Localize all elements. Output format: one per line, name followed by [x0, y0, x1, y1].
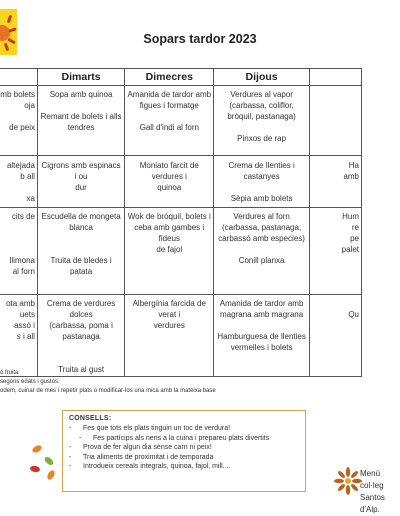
menu-row	[0, 86, 362, 156]
footnote: segons edats i gustos.	[0, 379, 60, 385]
tip-text: Introdueix cereals integrals, quinoa, fajol, mill....	[83, 463, 231, 471]
menu-dish-line	[0, 233, 37, 244]
menu-dish-line: re	[351, 223, 359, 232]
day-header-dijous: Dijous	[214, 69, 309, 86]
day-header-dimarts: Dimarts	[37, 69, 124, 86]
menu-dish-line: Qu	[348, 310, 359, 319]
menu-dish-line	[0, 182, 37, 193]
menu-cell-dilluns	[0, 156, 37, 208]
menu-dish-line: pe	[350, 234, 359, 243]
menu-dish-line: Crema de verdures dolces	[46, 299, 116, 319]
menu-dish-line: Escudella de mongeta	[41, 212, 121, 221]
menu-dish-line: tendres	[67, 123, 95, 132]
menu-row	[0, 156, 362, 208]
menu-dish-line: Truita al gust	[58, 365, 105, 374]
menu-dish-line	[214, 122, 308, 133]
menu-dish-line	[0, 222, 37, 233]
menu-dish-line: Pinxos de rap	[237, 134, 287, 143]
menu-dish-line: Albergínia farcida de verat i	[132, 299, 206, 319]
menu-dish-line: Amanida de tardor amb	[127, 90, 212, 99]
menu-dish-line: Cigrons amb espinacs i ou	[41, 161, 121, 181]
menu-dish-line: (carbassa, pastanaga,	[222, 223, 302, 232]
tips-heading: CONSELLS:	[69, 415, 112, 422]
day-header-dimecres: Dimecres	[125, 69, 214, 86]
menu-dish-line: verdures	[153, 321, 185, 330]
menu-dish-line: vermelles i bolets	[230, 343, 293, 352]
menu-dish-line: dur	[75, 183, 87, 192]
menu-dish-line: assó i	[14, 321, 35, 330]
menu-dish-line	[214, 182, 308, 193]
menu-dish-line: Hum	[342, 212, 359, 221]
menu-dish-line: de fajol	[156, 245, 183, 254]
menu-dish-line	[310, 298, 361, 309]
menu-dish-line	[0, 111, 37, 122]
menu-cell-dilluns	[0, 295, 37, 377]
tip-item	[69, 453, 269, 463]
menu-cell-dijous	[214, 208, 309, 295]
menu-dish-line: palet	[341, 245, 359, 254]
tips-list	[69, 424, 269, 472]
menu-dish-line: Sopa amb quinoa	[49, 90, 113, 99]
menu-dish-line: al forn	[12, 267, 35, 276]
tips-box	[62, 410, 306, 492]
menu-dish-line: Wok de bròquil, bolets i	[127, 212, 211, 221]
menu-dish-line: castanyes	[243, 172, 280, 181]
footnote: odem, cuinar de mes i repetir plats o modificar-los una mica amb la mateixa base	[0, 388, 216, 394]
menu-dish-line: llimona	[9, 256, 35, 265]
bullet-dash-icon: -	[79, 434, 82, 442]
menu-cell-dimarts	[37, 208, 124, 295]
signature-line: Santos	[360, 493, 385, 502]
menu-cell-divendres	[309, 86, 361, 156]
signature-line: d'Alp.	[360, 505, 380, 514]
menu-cell-dimecres	[125, 208, 214, 295]
menu-dish-line: Truita de bledes i patata	[50, 256, 112, 276]
menu-cell-divendres	[309, 208, 361, 295]
signature	[360, 468, 385, 516]
menu-dish-line	[38, 100, 124, 111]
menu-dish-line: de peix	[9, 123, 35, 132]
tip-text: Tria aliments de proximitat i de temporada	[83, 453, 214, 461]
signature-line: col·leg	[360, 481, 384, 490]
menu-dish-line: Crema de llenties i	[228, 161, 295, 170]
bullet-dash-icon: -	[69, 463, 72, 471]
menu-cell-divendres	[309, 156, 361, 208]
menu-table	[0, 68, 362, 377]
menu-dish-line: Amanida de tardor amb	[219, 299, 304, 308]
menu-cell-divendres	[309, 295, 361, 377]
tip-text: Fes partícips als nens a la cuina i prepareu plats divertits	[93, 434, 270, 442]
menu-dish-line: Sèpia amb bolets	[230, 194, 293, 203]
menu-dish-line: figues i formatge	[139, 101, 199, 110]
menu-dish-line: ceba amb gambes i fideus	[134, 223, 205, 243]
menu-dish-line: Verdures al vapor	[230, 90, 293, 99]
menu-dish-line	[214, 244, 308, 255]
menu-dish-line: uets	[19, 310, 35, 319]
page-title: Sopars tardor 2023	[143, 32, 257, 46]
tip-item	[69, 434, 269, 444]
menu-dish-line: (carbassa, coliflor,	[229, 101, 294, 110]
menu-cell-dijous	[214, 156, 309, 208]
menu-row	[0, 208, 362, 295]
tip-item	[69, 443, 269, 453]
day-header-divendres	[309, 69, 361, 86]
menu-cell-dimarts	[37, 86, 124, 156]
menu-row	[0, 295, 362, 377]
menu-dish-line: xa	[26, 194, 35, 203]
menu-dish-line: Verdures al forn	[233, 212, 290, 221]
day-header-row	[0, 69, 362, 86]
menu-cell-dijous	[214, 86, 309, 156]
menu-dish-line: Conill planxa	[238, 256, 285, 265]
leaves-decoration-icon	[46, 469, 56, 481]
leaves-decoration-icon	[31, 444, 43, 454]
menu-cell-dimecres	[125, 156, 214, 208]
menu-dish-line	[125, 111, 213, 122]
signature-line: Menú	[360, 469, 381, 478]
menu-dish-line	[38, 244, 124, 255]
footnote: ó fruita	[0, 370, 19, 376]
menu-dish-line: ota amb	[6, 299, 35, 308]
menu-dish-line: amb	[343, 172, 359, 181]
menu-dish-line: oja	[24, 101, 35, 110]
menu-cell-dimecres	[125, 295, 214, 377]
flower-decoration-icon	[333, 466, 363, 496]
day-header-dilluns	[0, 69, 37, 86]
menu-dish-line: Hamburguesa de llenties	[217, 332, 306, 341]
menu-dish-line: Ha	[348, 161, 359, 170]
menu-dish-line: quinoa	[157, 183, 182, 192]
menu-dish-line	[38, 353, 124, 364]
menu-cell-dilluns	[0, 86, 37, 156]
tip-item	[69, 424, 269, 434]
menu-dish-line	[0, 244, 37, 255]
leaves-decoration-icon	[30, 465, 41, 473]
footnotes	[0, 369, 216, 396]
menu-dish-line: bròquil, pastanaga)	[227, 112, 296, 121]
bullet-dash-icon: -	[69, 425, 72, 432]
tip-item	[69, 462, 269, 472]
bullet-dash-icon: -	[69, 444, 72, 452]
menu-cell-dimarts	[37, 156, 124, 208]
menu-dish-line: altejada	[6, 161, 35, 170]
menu-dish-line: cits de	[11, 212, 35, 221]
bullet-dash-icon: -	[69, 453, 72, 461]
menu-cell-dijous	[214, 295, 309, 377]
menu-cell-dimecres	[125, 86, 214, 156]
menu-dish-line: Remant de bolets i alls	[40, 112, 122, 121]
menu-dish-line: b all	[20, 172, 35, 181]
menu-dish-line	[38, 342, 124, 353]
tip-text: Prova de fer algun dia sense carn ni peix!	[83, 444, 212, 452]
menu-dish-line: (carbassa, poma i pastanaga	[49, 321, 113, 341]
menu-dish-line: s i all	[16, 332, 35, 341]
leaves-decoration-icon	[43, 455, 55, 466]
menu-dish-line: magrana amb magrana	[220, 310, 304, 319]
menu-dish-line: Moniato farcit de verdures i	[139, 161, 199, 181]
menu-cell-dilluns	[0, 208, 37, 295]
tip-text: Fes que tots els plats tinguin un toc de verdura!	[83, 425, 231, 432]
menu-dish-line	[214, 320, 308, 331]
menu-dish-line	[38, 233, 124, 244]
menu-cell-dimarts	[37, 295, 124, 377]
menu-dish-line: blanca	[69, 223, 93, 232]
menu-dish-line: mb bolets	[0, 90, 35, 99]
menu-dish-line: Gall d'indi al forn	[139, 123, 199, 132]
menu-dish-line: carbassó amb especies)	[218, 234, 305, 243]
